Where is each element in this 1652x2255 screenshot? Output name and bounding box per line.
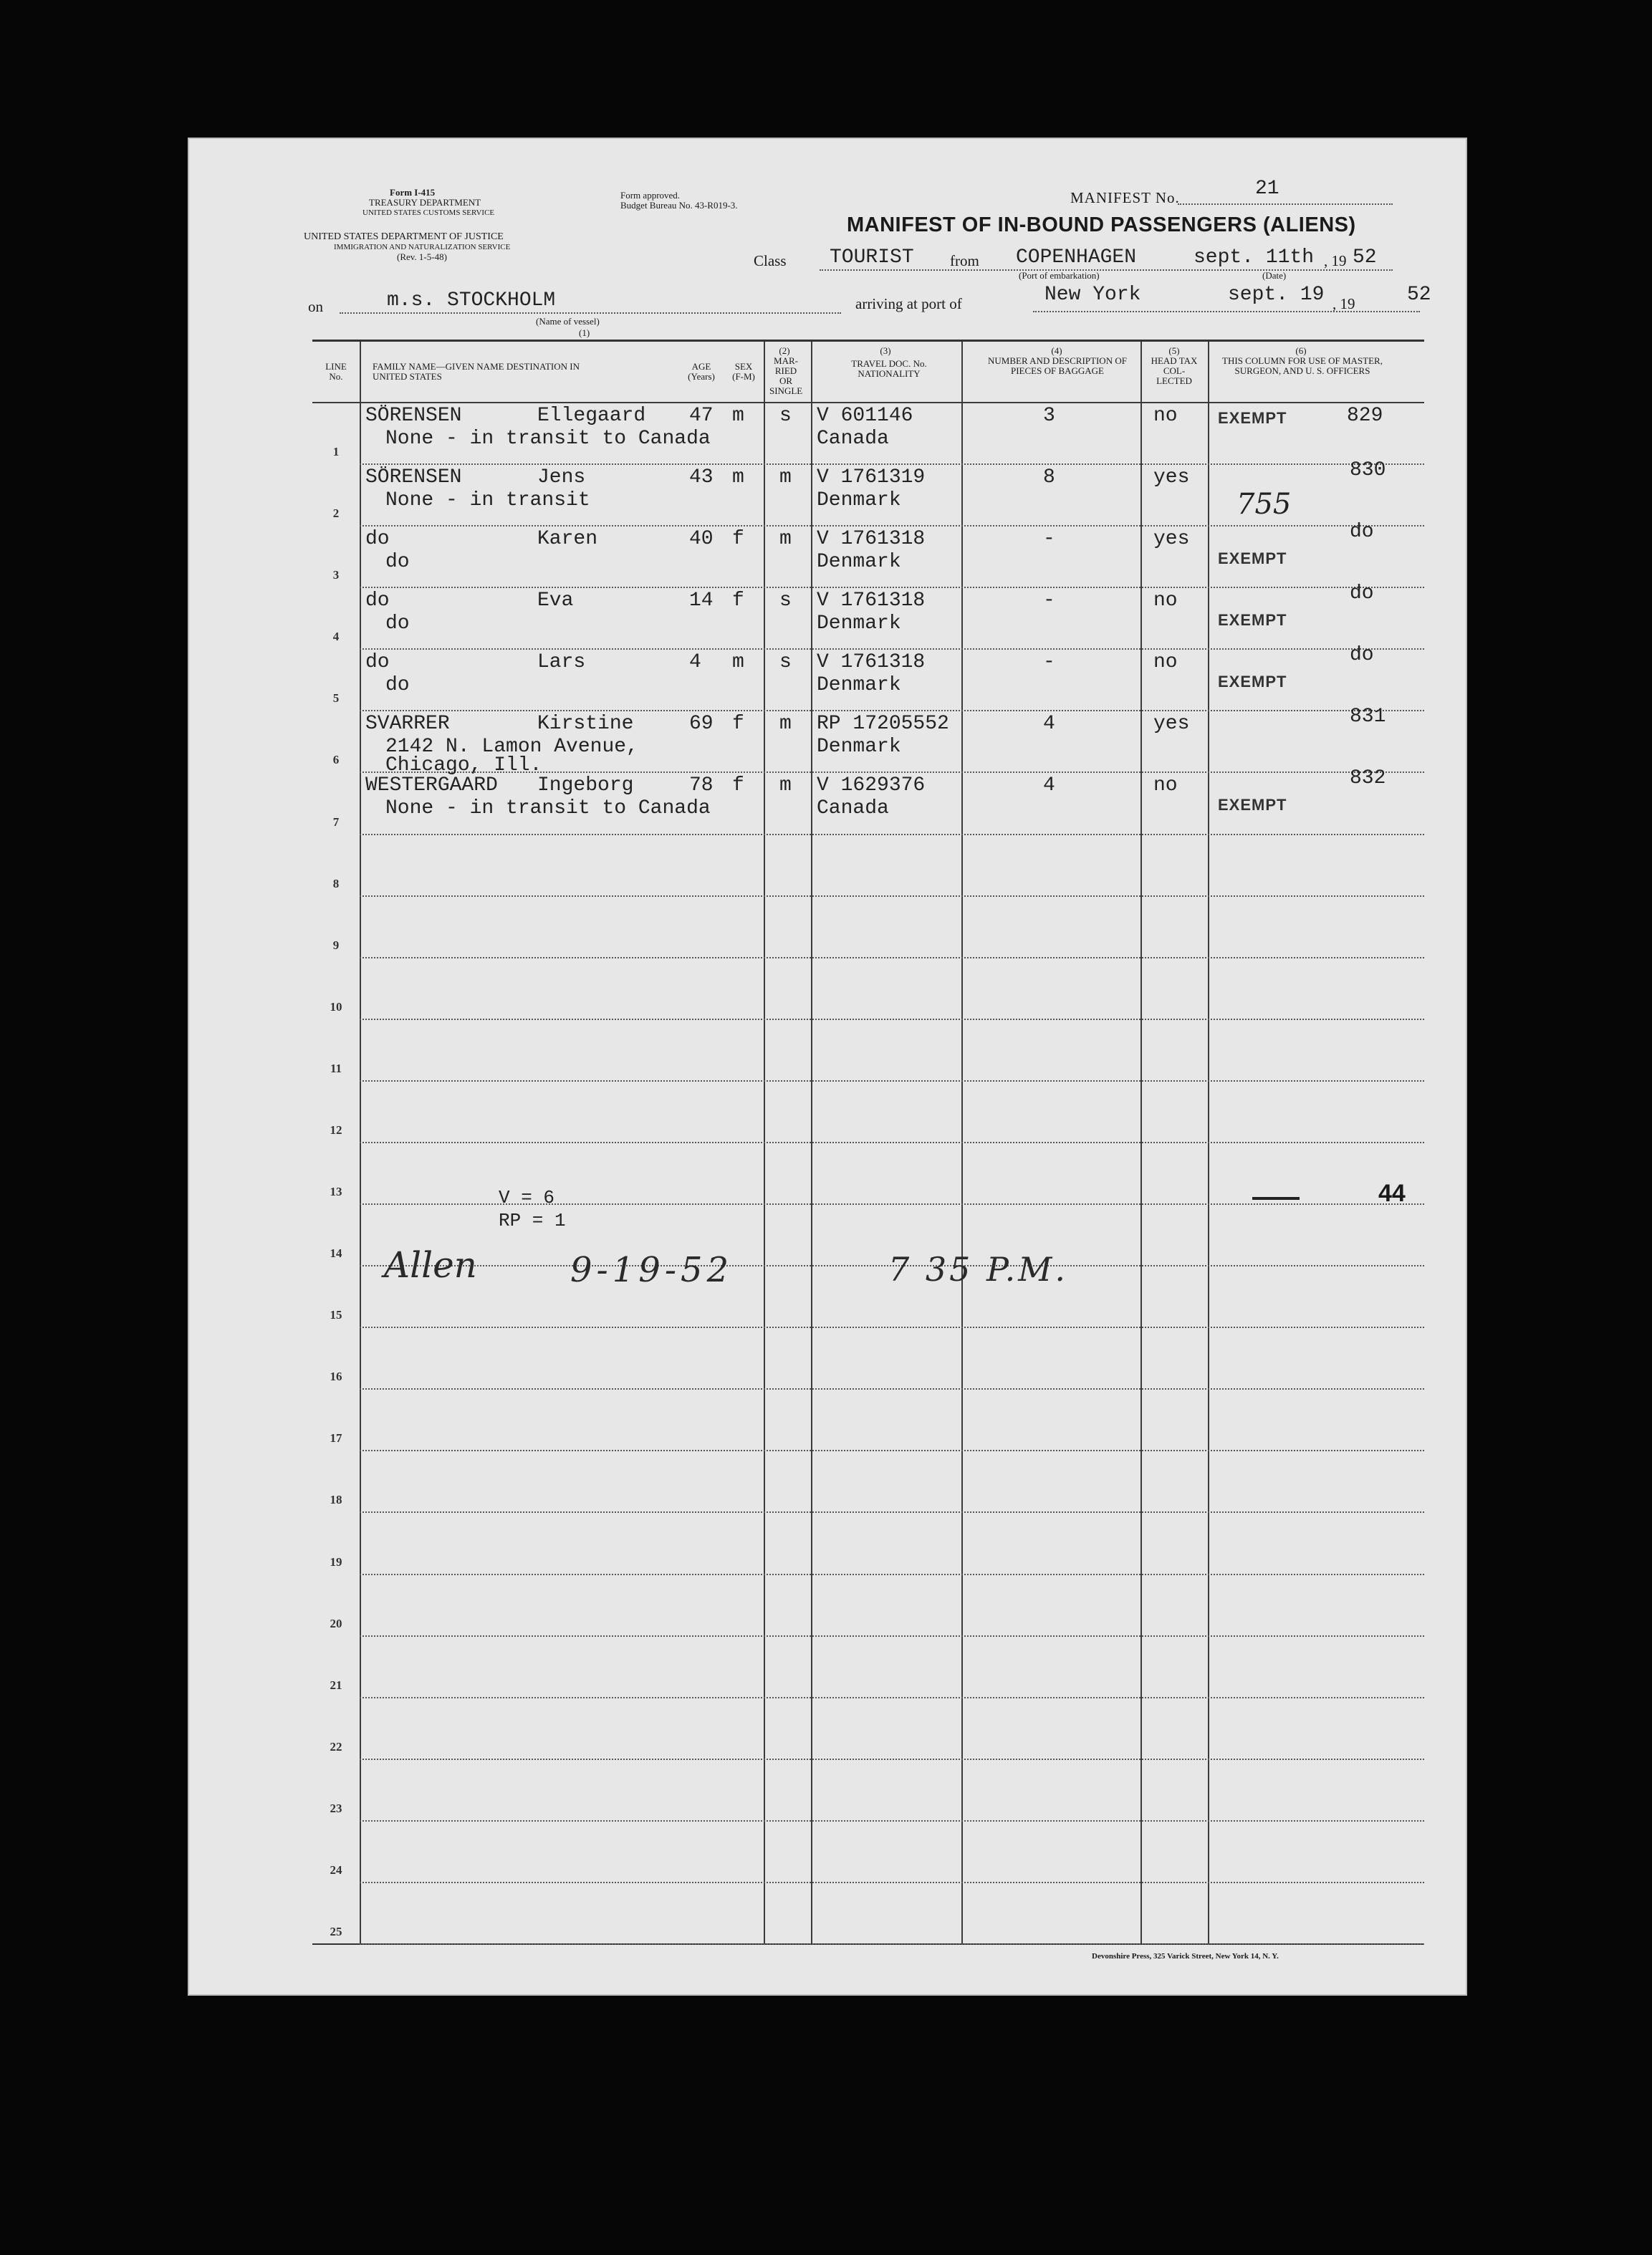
passenger-given: Ellegaard [537,405,646,427]
arrival-year: 52 [1407,284,1431,306]
line-number: 23 [330,1801,342,1815]
col-header-baggage-num: (4) [1051,345,1062,356]
row-rule [360,1635,1424,1637]
line-number: 10 [330,999,342,1014]
passenger-married: s [779,405,792,427]
line-number: 9 [332,938,340,952]
passenger-tax: no [1153,405,1178,427]
passenger-sex: f [732,590,744,612]
line-number: 18 [330,1493,342,1507]
row-rule [360,1759,1424,1760]
passenger-sex: m [732,466,744,489]
col-header-travel: TRAVEL DOC. No. NATIONALITY [851,358,927,379]
manifest-no-line [1178,203,1393,205]
row-rule [360,587,1424,588]
row-rule [360,895,1424,897]
passenger-age: 47 [689,405,714,427]
passenger-num: 832 [1350,767,1386,790]
passenger-baggage: 3 [1043,405,1055,427]
summary-rule [1252,1197,1300,1200]
passenger-nat: Canada [817,797,889,820]
line-number: 16 [330,1370,342,1384]
passenger-sex: f [732,528,744,551]
signature-time: 7 35 P.M. [888,1250,1069,1289]
embark-year: 52 [1353,246,1377,269]
line-number: 3 [332,568,340,582]
arriving-label: arriving at port of [855,295,962,312]
row-rule [360,1142,1424,1143]
passenger-dest2: Chicago, Ill. [385,754,542,777]
line-number: 8 [332,876,340,890]
line-number: 2 [332,506,340,521]
class-line [820,269,1393,271]
passenger-family: SÖRENSEN [365,466,462,489]
passenger-given: Jens [537,466,586,489]
passenger-family: do [365,528,390,551]
arrival-port: New York [1044,284,1141,306]
col-header-officers: THIS COLUMN FOR USE OF MASTER, SURGEON, AND U. S. OFFICERS [1222,355,1383,376]
col-header-tax: HEAD TAX COL- LECTED [1151,355,1198,386]
passenger-married: s [779,590,792,612]
col-header-name: FAMILY NAME—GIVEN NAME DESTINATION IN UNITED STATES [373,361,580,382]
passenger-nat: Denmark [817,736,901,759]
row-rule [360,1080,1424,1082]
rev-label: (Rev. 1-5-48) [397,251,447,262]
passenger-sex: f [732,713,744,736]
approved-label: Form approved. [620,190,681,201]
passenger-num: do [1350,521,1374,544]
passenger-nat: Denmark [817,489,901,512]
passenger-officer: 755 [1236,488,1292,521]
passenger-nat: Denmark [817,674,901,697]
col-header-married-num: (2) [779,345,790,356]
treasury-label: TREASURY DEPARTMENT [369,197,481,208]
passenger-doc: RP 17205552 [817,713,949,736]
passenger-baggage: - [1043,528,1055,551]
passenger-sex: m [732,651,744,674]
vessel-col-number: (1) [579,327,590,338]
justice-label: UNITED STATES DEPARTMENT OF JUSTICE [304,231,504,242]
passenger-doc: V 1761319 [817,466,926,489]
passenger-dest: None - in transit to Canada [385,428,711,450]
passenger-family: SÖRENSEN [365,405,462,427]
passenger-dest: do [385,612,410,635]
line-number: 11 [330,1061,342,1075]
from-label: from [950,252,979,269]
passenger-num: do [1350,582,1374,605]
passenger-married: m [779,528,792,551]
row-rule [360,1450,1424,1451]
row-rule [360,1019,1424,1020]
line-number: 15 [330,1308,342,1322]
passenger-baggage: 4 [1043,774,1055,797]
exempt-stamp: EXEMPT [1218,409,1287,427]
passenger-dest: None - in transit [385,489,590,512]
passenger-tax: yes [1153,528,1190,551]
line-number: 21 [330,1678,342,1692]
passenger-num: 831 [1350,706,1386,729]
arrival-year-prefix: , 19 [1332,295,1355,312]
on-label: on [308,298,323,315]
date-caption: (Date) [1262,270,1287,281]
passenger-baggage: - [1043,590,1055,612]
passenger-tax: no [1153,651,1178,674]
passenger-family: SVARRER [365,713,450,736]
passenger-nat: Canada [817,428,889,450]
passenger-dest: do [385,551,410,574]
exempt-stamp: EXEMPT [1218,549,1287,568]
row-rule [360,1882,1424,1883]
passenger-doc: V 1629376 [817,774,926,797]
col-header-baggage: NUMBER AND DESCRIPTION OF PIECES OF BAGGAGE [988,355,1127,376]
passenger-num: do [1350,644,1374,667]
passenger-given: Ingeborg [537,774,634,797]
col-header-officers-num: (6) [1295,345,1307,356]
summary-total: 44 [1378,1180,1406,1207]
line-number: 12 [330,1122,342,1137]
col-header-tax-num: (5) [1168,345,1180,356]
passenger-doc: V 601146 [817,405,913,427]
passenger-married: m [779,713,792,736]
passenger-tax: yes [1153,466,1190,489]
class-label: Class [754,252,787,269]
passenger-given: Kirstine [537,713,634,736]
passenger-age: 4 [689,651,701,674]
passenger-family: do [365,651,390,674]
row-rule [360,1820,1424,1822]
line-number: 6 [332,753,340,767]
line-number: 7 [332,814,340,829]
passenger-dest: do [385,674,410,697]
row-rule [360,1388,1424,1390]
embark-year-prefix: , 19 [1324,252,1347,269]
passenger-table [312,340,1424,1945]
passenger-dest: 2142 N. Lamon Avenue, [385,736,638,759]
passenger-age: 69 [689,713,714,736]
signature-name: Allen [384,1244,477,1286]
form-number: Form I-415 [390,187,436,198]
passenger-doc: V 1761318 [817,528,926,551]
passenger-baggage: 4 [1043,713,1055,736]
passenger-age: 43 [689,466,714,489]
line-number: 20 [330,1616,342,1630]
passenger-tax: yes [1153,713,1190,736]
col-header-sex: SEX (F-M) [732,361,755,382]
vessel-caption: (Name of vessel) [536,316,600,327]
passenger-tax: no [1153,590,1178,612]
vessel-name: m.s. STOCKHOLM [387,289,556,312]
passenger-age: 40 [689,528,714,551]
passenger-family: WESTERGAARD [365,774,498,797]
passenger-family: do [365,590,390,612]
embark-date: sept. 11th [1194,246,1315,269]
manifest-sheet [188,138,1467,1996]
passenger-nat: Denmark [817,612,901,635]
port-caption: (Port of embarkation) [1019,270,1100,281]
col-header-travel-num: (3) [880,345,891,356]
exempt-stamp: EXEMPT [1218,611,1287,630]
passenger-num: 829 [1347,405,1383,427]
col-header-married: MAR- RIED OR SINGLE [769,355,803,396]
passenger-doc: V 1761318 [817,590,926,612]
ins-label: IMMIGRATION AND NATURALIZATION SERVICE [334,243,511,251]
passenger-num: 830 [1350,459,1386,482]
line-number: 25 [330,1925,342,1938]
passenger-married: m [779,774,792,797]
row-rule [360,648,1424,650]
signature-date: 9-19-52 [570,1250,734,1290]
passenger-sex: m [732,405,744,427]
row-rule [360,710,1424,711]
manifest-no-label: MANIFEST No. [1070,189,1180,206]
row-rule [360,1327,1424,1328]
passenger-given: Lars [537,651,586,674]
port-embarkation: COPENHAGEN [1016,246,1137,269]
exempt-stamp: EXEMPT [1218,796,1287,814]
exempt-stamp: EXEMPT [1218,673,1287,691]
passenger-tax: no [1153,774,1178,797]
line-number: 22 [330,1739,342,1754]
line-number: 5 [332,691,340,706]
passenger-dest: None - in transit to Canada [385,797,711,820]
page-title: MANIFEST OF IN-BOUND PASSENGERS (ALIENS) [847,213,1356,236]
row-rule [360,1943,1424,1945]
line-number: 24 [330,1862,342,1877]
vessel-line [340,312,841,314]
passenger-married: m [779,466,792,489]
passenger-given: Eva [537,590,574,612]
line-number: 14 [330,1246,342,1261]
row-rule [360,1574,1424,1575]
arrival-line [1033,311,1420,312]
summary-v: V = 6 [499,1187,555,1208]
passenger-given: Karen [537,528,598,551]
class-value: TOURIST [830,246,914,269]
passenger-married: s [779,651,792,674]
row-rule [360,1511,1424,1513]
line-number: 19 [330,1554,342,1569]
passenger-baggage: - [1043,651,1055,674]
row-rule [360,463,1424,465]
arrival-date: sept. 19 [1228,284,1325,306]
passenger-age: 78 [689,774,714,797]
budget-label: Budget Bureau No. 43-R019-3. [620,200,738,211]
row-rule [360,1697,1424,1698]
printer-footer: Devonshire Press, 325 Varick Street, New York 14, N. Y. [1092,1952,1279,1961]
line-number: 13 [330,1185,342,1199]
passenger-age: 14 [689,590,714,612]
row-rule [360,957,1424,958]
passenger-sex: f [732,774,744,797]
col-header-age: AGE (Years) [688,361,715,382]
col-header-line: LINE No. [325,361,347,382]
row-rule [360,525,1424,527]
row-rule [360,834,1424,835]
passenger-doc: V 1761318 [817,651,926,674]
header-rule [312,402,1424,403]
customs-label: UNITED STATES CUSTOMS SERVICE [362,208,495,217]
passenger-baggage: 8 [1043,466,1055,489]
manifest-no: 21 [1255,178,1279,200]
passenger-nat: Denmark [817,551,901,574]
line-number: 1 [332,445,340,459]
line-number: 17 [330,1431,342,1446]
summary-rp: RP = 1 [499,1210,566,1231]
line-number: 4 [332,630,340,644]
